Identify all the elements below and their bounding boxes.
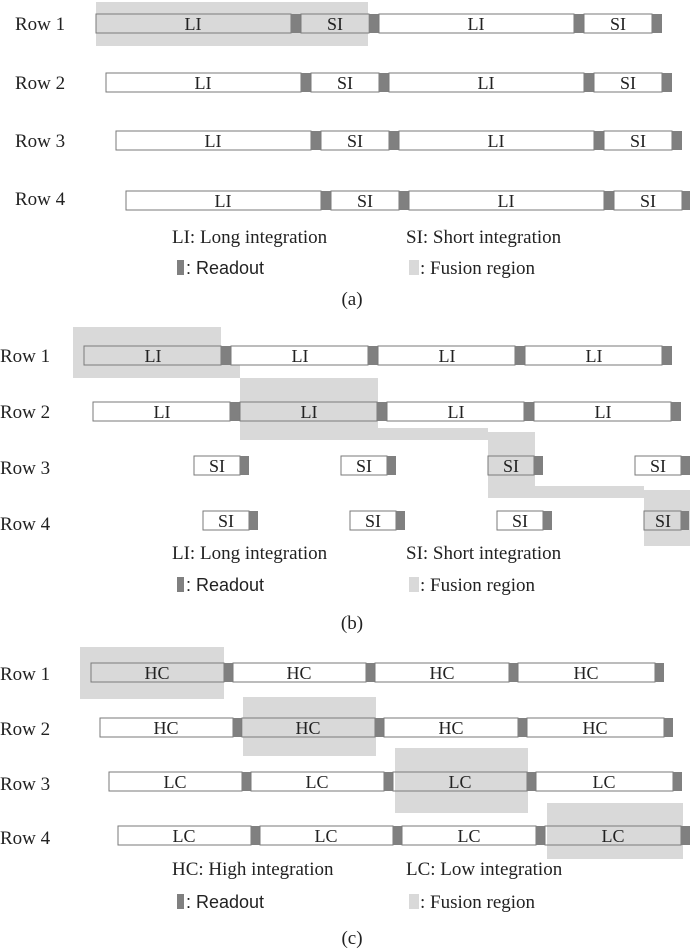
readout-block [662, 73, 672, 92]
segment-label: LI [438, 346, 456, 366]
segment-label: LI [467, 14, 485, 34]
readout-block [233, 718, 242, 737]
segment-label: LI [447, 402, 465, 422]
legend-fusion-swatch [409, 894, 419, 909]
readout-block [389, 131, 399, 150]
readout-block [604, 191, 614, 210]
legend-fusion-label: : Fusion region [420, 575, 536, 596]
timeline-row [203, 511, 689, 531]
segment-label: SI [326, 14, 344, 34]
segment-label: LC [592, 772, 616, 792]
segment-label: LI [204, 131, 222, 151]
readout-block [515, 346, 525, 365]
segment-label: LI [487, 131, 505, 151]
timeline-row [116, 131, 682, 151]
readout-block [664, 718, 673, 737]
readout-block [230, 402, 240, 421]
segment-label: LI [214, 191, 232, 211]
segment-label: SI [364, 511, 382, 531]
legend-readout-label: : Readout [186, 258, 265, 278]
readout-block [387, 456, 396, 475]
segment-label: LC [163, 772, 187, 792]
row-label: Row 4 [0, 514, 51, 535]
readout-block [399, 191, 409, 210]
segment-label: SI [654, 511, 672, 531]
segment-label: SI [208, 456, 226, 476]
segment-label: SI [649, 456, 667, 476]
legend-fusion-label: : Fusion region [420, 892, 536, 913]
segment-label: LC [448, 772, 472, 792]
legend-fusion-swatch [409, 577, 419, 592]
segment-label: LC [457, 826, 481, 846]
legend-readout-label: : Readout [186, 892, 265, 912]
segment-label: HC [438, 718, 464, 738]
readout-block [527, 772, 536, 791]
segment-label: LI [300, 402, 318, 422]
readout-block [671, 402, 681, 421]
readout-block [682, 191, 690, 210]
legend-readout-swatch [177, 260, 184, 275]
readout-block [251, 826, 260, 845]
segment-label: SI [629, 131, 647, 151]
readout-block [221, 346, 231, 365]
segment-label: LI [144, 346, 162, 366]
readout-block [396, 511, 405, 530]
segment-label: SI [511, 511, 529, 531]
segment-label: HC [582, 718, 608, 738]
row-label: Row 3 [0, 774, 51, 795]
row-label: Row 1 [15, 14, 66, 35]
segment-label: LI [153, 402, 171, 422]
segment-label: LC [172, 826, 196, 846]
segment-label: SI [336, 73, 354, 93]
readout-block [681, 511, 689, 530]
segment-label: LI [477, 73, 495, 93]
segment-label: LI [184, 14, 202, 34]
readout-block [594, 131, 604, 150]
readout-block [672, 131, 682, 150]
segment-label: HC [153, 718, 179, 738]
timeline-row [118, 826, 690, 846]
readout-block [543, 511, 552, 530]
timeline-row [194, 456, 690, 476]
segment-label: LI [497, 191, 515, 211]
row-label: Row 2 [0, 719, 51, 740]
readout-block [584, 73, 594, 92]
legend [172, 227, 562, 310]
readout-block [321, 191, 331, 210]
segment-label: HC [573, 663, 599, 683]
readout-block [379, 73, 389, 92]
panel-caption: (a) [341, 289, 363, 310]
legend-fusion-label: : Fusion region [420, 258, 536, 279]
readout-block [311, 131, 321, 150]
row-label: Row 3 [15, 131, 66, 152]
segment-label: LC [305, 772, 329, 792]
row-label: Row 2 [0, 402, 51, 423]
segment-label: SI [609, 14, 627, 34]
legend [172, 543, 562, 634]
panel-c [0, 647, 690, 949]
readout-block [509, 663, 518, 682]
readout-block [534, 456, 543, 475]
segment-label: SI [355, 456, 373, 476]
segment-label: LI [291, 346, 309, 366]
legend-short-label: LC: Low integration [406, 859, 563, 880]
readout-block [518, 718, 527, 737]
fusion-region [535, 486, 644, 498]
segment-label: LC [314, 826, 338, 846]
panel-a [15, 2, 690, 310]
legend-short-label: SI: Short integration [406, 227, 562, 248]
readout-block [240, 456, 249, 475]
segment-label: HC [286, 663, 312, 683]
segment-label: SI [639, 191, 657, 211]
panel-caption: (b) [340, 613, 364, 634]
segment-label: HC [144, 663, 170, 683]
readout-block [375, 718, 384, 737]
readout-block [574, 14, 584, 33]
readout-block [655, 663, 664, 682]
fusion-region [378, 428, 488, 440]
legend-long-label: LI: Long integration [172, 543, 328, 564]
readout-block [368, 346, 378, 365]
legend-readout-label: : Readout [186, 575, 265, 595]
legend-short-label: SI: Short integration [406, 543, 562, 564]
readout-block [369, 14, 379, 33]
readout-block [393, 826, 402, 845]
readout-block [662, 346, 672, 365]
segment-label: LI [585, 346, 603, 366]
segment-label: HC [295, 718, 321, 738]
segment-label: SI [346, 131, 364, 151]
readout-block [377, 402, 387, 421]
readout-block [291, 14, 301, 33]
segment-label: SI [217, 511, 235, 531]
legend-fusion-swatch [409, 260, 419, 275]
panel-b [0, 327, 690, 634]
readout-block [224, 663, 233, 682]
timeline-row [126, 191, 690, 211]
readout-block [249, 511, 258, 530]
segment-label: LI [194, 73, 212, 93]
readout-block [384, 772, 393, 791]
readout-block [536, 826, 545, 845]
row-label: Row 1 [0, 346, 51, 367]
row-label: Row 4 [0, 828, 51, 849]
segment-label: SI [356, 191, 374, 211]
row-label: Row 4 [15, 189, 66, 210]
legend-long-label: HC: High integration [172, 859, 334, 880]
panel-caption: (c) [341, 928, 363, 949]
row-label: Row 3 [0, 458, 51, 479]
segment-label: SI [502, 456, 520, 476]
timeline-row [106, 73, 672, 93]
readout-block [301, 73, 311, 92]
timeline-row [100, 718, 673, 738]
readout-block [681, 456, 690, 475]
readout-block [366, 663, 375, 682]
segment-label: SI [619, 73, 637, 93]
readout-block [673, 772, 682, 791]
row-label: Row 2 [15, 73, 66, 94]
segment-label: LI [594, 402, 612, 422]
fusion-region [221, 365, 240, 378]
legend-long-label: LI: Long integration [172, 227, 328, 248]
readout-block [242, 772, 251, 791]
legend [172, 859, 563, 949]
segment-label: LC [601, 826, 625, 846]
legend-readout-swatch [177, 894, 184, 909]
segment-label: HC [429, 663, 455, 683]
timeline-row [93, 402, 681, 422]
legend-readout-swatch [177, 577, 184, 592]
row-label: Row 1 [0, 664, 51, 685]
readout-block [652, 14, 662, 33]
readout-block [524, 402, 534, 421]
readout-block [681, 826, 690, 845]
